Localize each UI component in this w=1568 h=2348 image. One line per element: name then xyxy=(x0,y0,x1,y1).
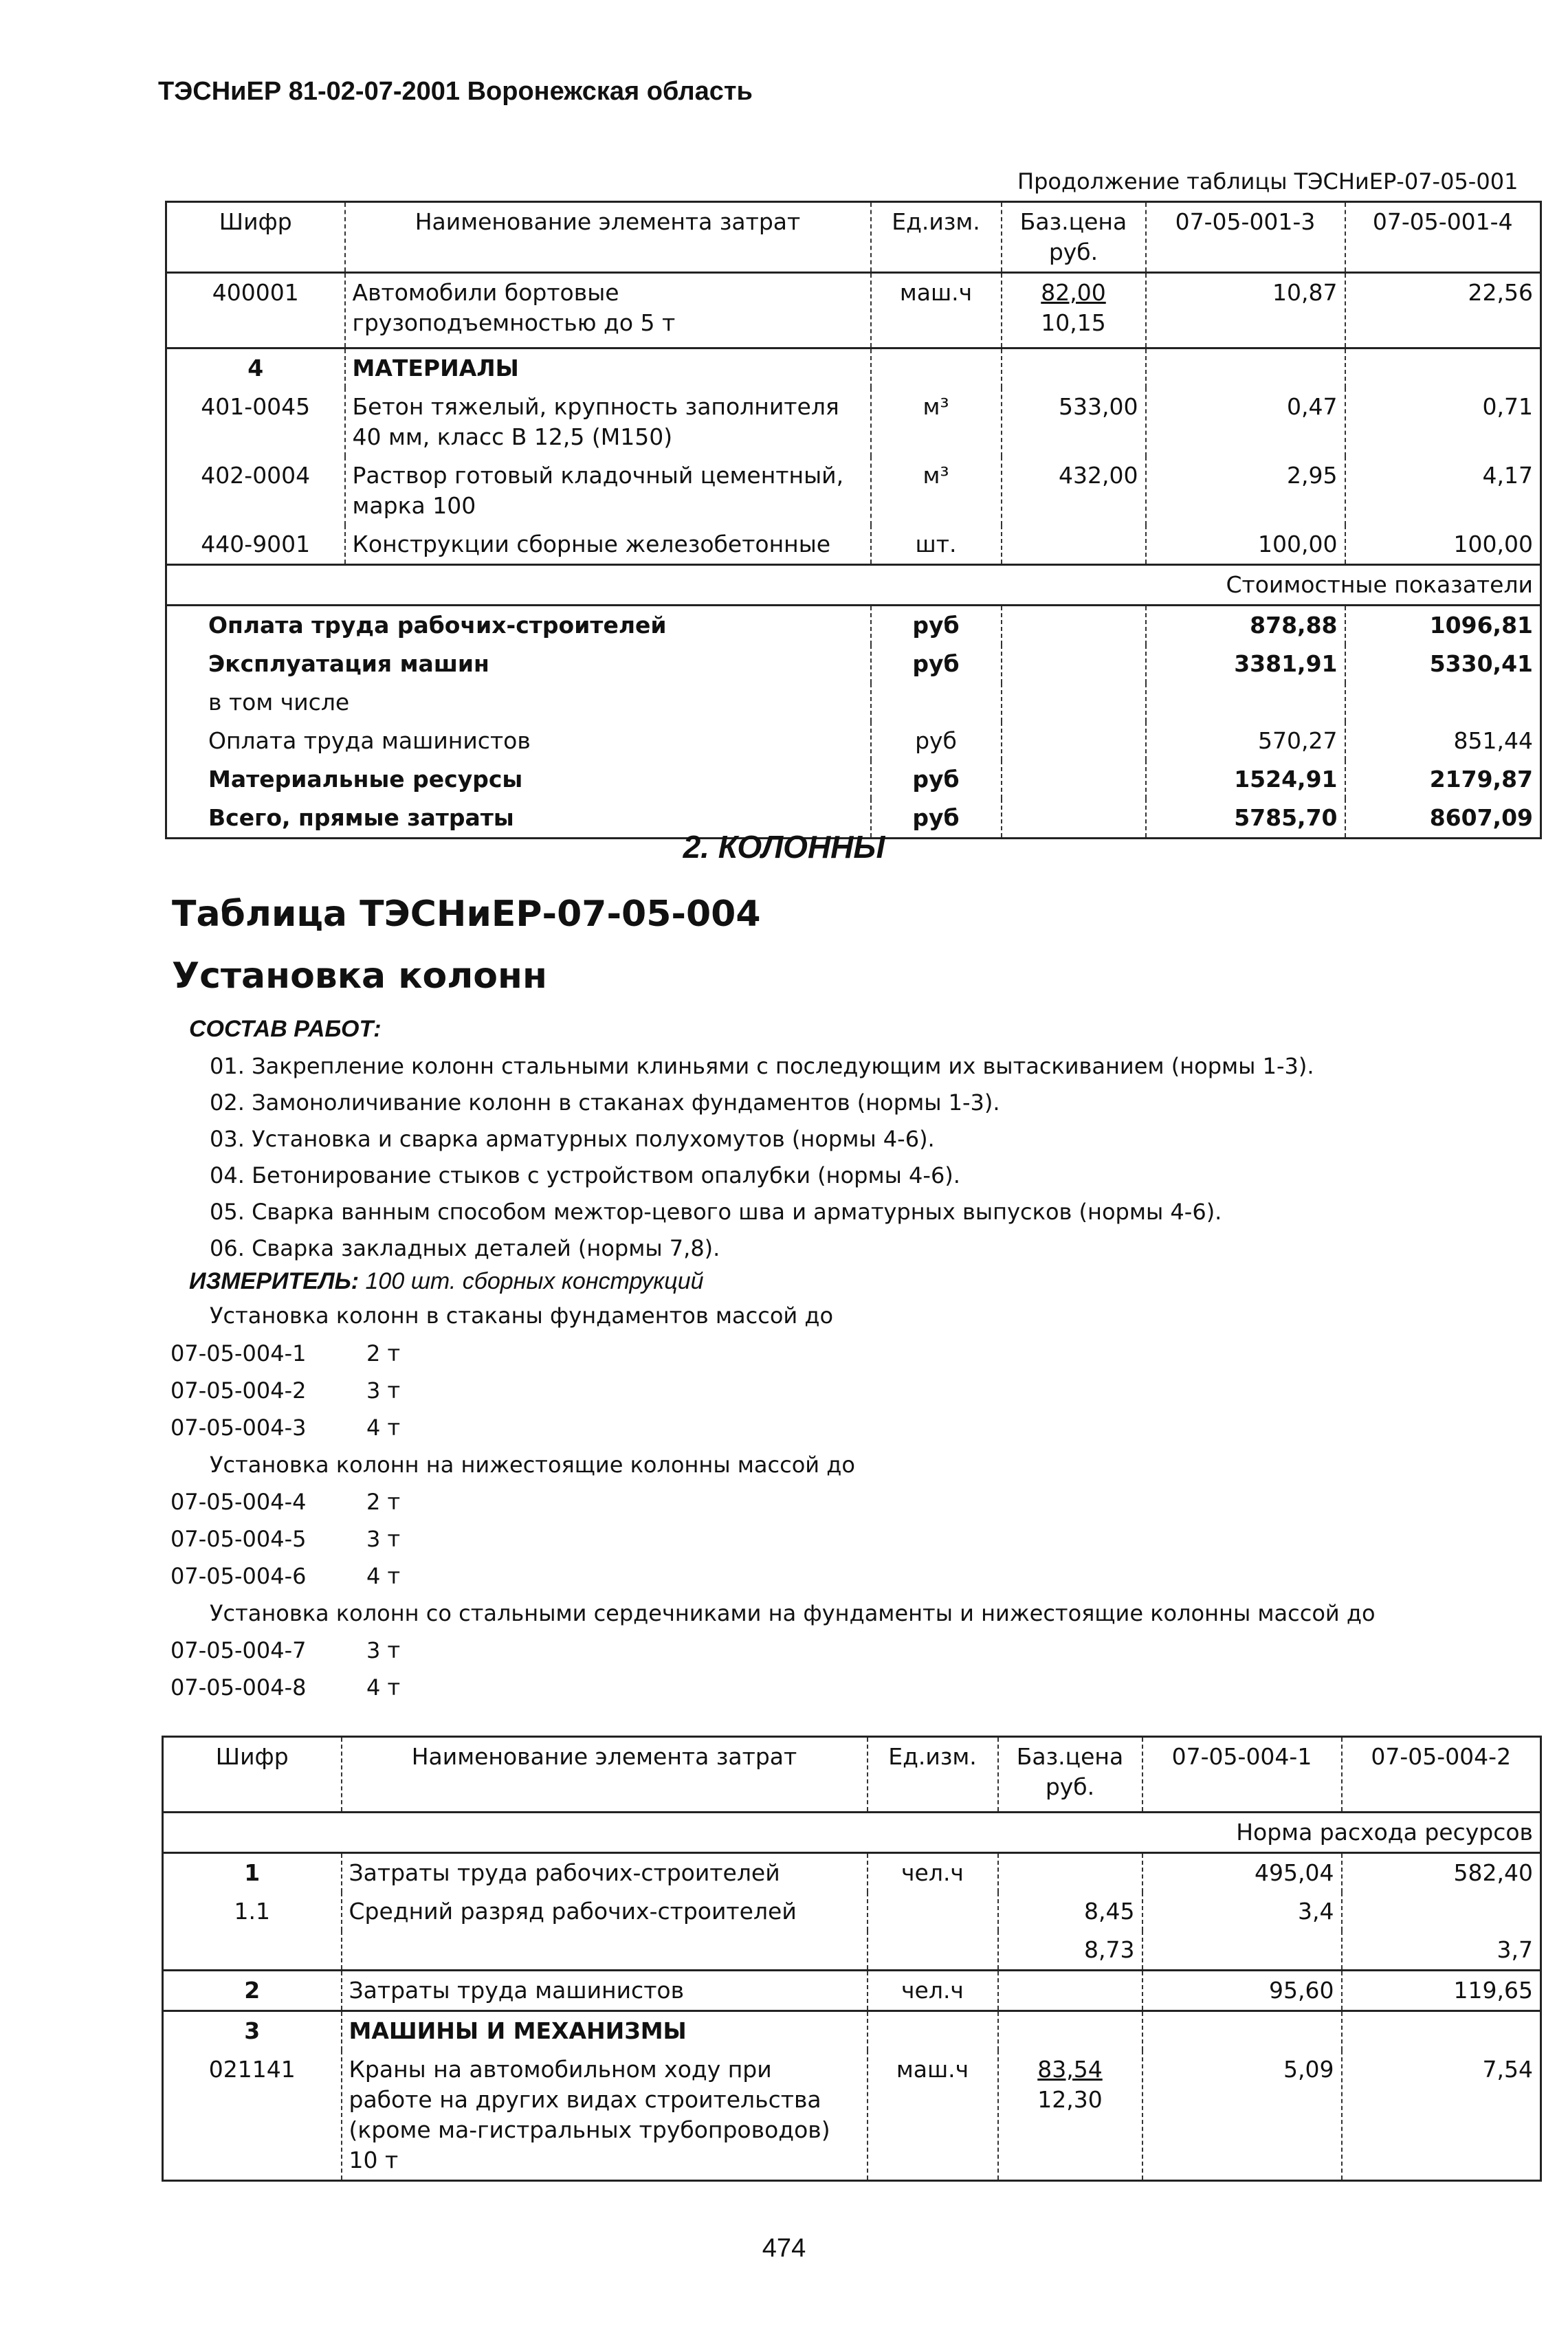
row-name: Бетон тяжелый, крупность заполнителя 40 мм, класс В 12,5 (М150) xyxy=(345,388,871,456)
summary-value-1: 570,27 xyxy=(1146,722,1345,760)
row-price xyxy=(998,1853,1142,1893)
table-row xyxy=(166,348,1541,388)
summary-value-2 xyxy=(1345,683,1541,722)
row-code: 1.1 xyxy=(234,1898,270,1925)
summary-unit: руб xyxy=(871,760,1002,799)
header-col2: 07-05-001-4 xyxy=(1345,202,1541,273)
row-price: 8,73 xyxy=(998,1931,1142,1971)
norm-code: 07-05-004-8 xyxy=(170,1674,307,1701)
summary-name: Оплата труда машинистов xyxy=(208,727,531,754)
row-name: Затраты труда рабочих-строителей xyxy=(342,1853,868,1893)
row-code: 3 xyxy=(244,2017,261,2044)
header-code: Шифр xyxy=(215,1743,289,1770)
table-row xyxy=(163,1971,1541,2011)
cost-indicators-row xyxy=(166,565,1541,606)
section-title: 2. КОЛОННЫ xyxy=(683,829,885,865)
header-name: Наименование элемента затрат xyxy=(342,1737,868,1813)
work-item: 06. Сварка закладных деталей (нормы 7,8). xyxy=(210,1235,720,1261)
norm-code: 07-05-004-2 xyxy=(170,1377,307,1404)
norm-group-title: Установка колонн на нижестоящие колонны массой до xyxy=(210,1452,855,1478)
summary-price xyxy=(1002,645,1146,683)
row-value-2: 22,56 xyxy=(1345,273,1541,348)
norm-code: 07-05-004-5 xyxy=(170,1526,307,1552)
summary-value-1 xyxy=(1146,683,1345,722)
row-unit xyxy=(868,2011,998,2051)
row-code: 4 xyxy=(247,355,264,381)
norm-code-line xyxy=(170,1563,401,1589)
row-name: МАШИНЫ И МЕХАНИЗМЫ xyxy=(342,2011,868,2051)
table-subtitle: Установка колонн xyxy=(172,955,547,997)
summary-unit: руб xyxy=(871,722,1002,760)
row-value-2: 582,40 xyxy=(1342,1853,1541,1893)
resource-table-07-05-001 xyxy=(165,201,1542,839)
norm-mass: 4 т xyxy=(366,1563,401,1589)
measurement-value: 100 шт. сборных конструкций xyxy=(365,1268,704,1294)
table-continuation-note: Продолжение таблицы ТЭСНиЕР-07-05-001 xyxy=(1017,168,1519,195)
price-secondary: 10,15 xyxy=(1041,309,1106,336)
row-value-1: 100,00 xyxy=(1146,525,1345,565)
norm-mass: 4 т xyxy=(366,1415,401,1441)
row-name: Раствор готовый кладочный цементный, марка 100 xyxy=(345,456,871,525)
table-header-row xyxy=(163,1737,1541,1813)
summary-price xyxy=(1002,760,1146,799)
row-value-2: 4,17 xyxy=(1345,456,1541,525)
row-unit xyxy=(868,1892,998,1931)
row-price xyxy=(1002,273,1146,348)
row-value-1 xyxy=(1146,348,1345,388)
summary-row xyxy=(166,683,1541,722)
norm-code: 07-05-004-1 xyxy=(170,1340,307,1366)
summary-value-2: 8607,09 xyxy=(1345,799,1541,839)
header-col2: 07-05-004-2 xyxy=(1342,1737,1541,1813)
norm-code-line xyxy=(170,1637,401,1663)
row-value-2 xyxy=(1342,2011,1541,2051)
norm-mass: 3 т xyxy=(366,1526,401,1552)
row-price xyxy=(1002,525,1146,565)
norm-mass: 4 т xyxy=(366,1674,401,1701)
row-value-2: 7,54 xyxy=(1342,2050,1541,2181)
norm-code-line xyxy=(170,1340,401,1366)
summary-unit: руб xyxy=(871,606,1002,645)
row-name: Конструкции сборные железобетонные xyxy=(345,525,871,565)
row-unit: м³ xyxy=(871,456,1002,525)
row-price: 533,00 xyxy=(1002,388,1146,456)
row-value-2 xyxy=(1345,348,1541,388)
row-value-2 xyxy=(1342,1892,1541,1931)
norm-code: 07-05-004-6 xyxy=(170,1563,307,1589)
table-header-row xyxy=(166,202,1541,273)
work-item: 03. Установка и сварка арматурных полухомутов (нормы 4-6). xyxy=(210,1126,935,1152)
norm-label-row xyxy=(163,1813,1541,1853)
header-col1: 07-05-004-1 xyxy=(1142,1737,1342,1813)
norm-consumption-label: Норма расхода ресурсов xyxy=(1236,1819,1533,1846)
resource-table-07-05-004 xyxy=(162,1736,1542,2182)
summary-price xyxy=(1002,722,1146,760)
row-value-1: 495,04 xyxy=(1142,1853,1342,1893)
header-unit: Ед.изм. xyxy=(871,202,1002,273)
summary-value-2: 5330,41 xyxy=(1345,645,1541,683)
work-item: 04. Бетонирование стыков с устройством опалубки (нормы 4-6). xyxy=(210,1162,960,1188)
row-price xyxy=(1002,348,1146,388)
row-code: 400001 xyxy=(212,279,299,306)
work-item: 01. Закрепление колонн стальными клиньями с последующим их вытаскиванием (нормы 1-3). xyxy=(210,1053,1314,1079)
norm-code: 07-05-004-3 xyxy=(170,1415,307,1441)
row-value-1: 5,09 xyxy=(1142,2050,1342,2181)
row-unit xyxy=(871,348,1002,388)
header-price: Баз.цена руб. xyxy=(998,1737,1142,1813)
row-value-1 xyxy=(1142,1931,1342,1971)
table-row xyxy=(166,525,1541,565)
summary-value-1: 878,88 xyxy=(1146,606,1345,645)
summary-name: Оплата труда рабочих-строителей xyxy=(208,612,667,639)
row-name: Средний разряд рабочих-строителей xyxy=(342,1892,868,1931)
summary-value-2: 2179,87 xyxy=(1345,760,1541,799)
norm-code: 07-05-004-7 xyxy=(170,1637,307,1663)
summary-row xyxy=(166,760,1541,799)
price-secondary: 12,30 xyxy=(1037,2086,1103,2113)
summary-unit: руб xyxy=(871,799,1002,839)
table-row xyxy=(163,1853,1541,1893)
row-unit: маш.ч xyxy=(868,2050,998,2181)
table-row xyxy=(166,273,1541,348)
summary-name: Эксплуатация машин xyxy=(208,650,489,677)
table-row xyxy=(163,2011,1541,2051)
header-price: Баз.цена руб. xyxy=(1002,202,1146,273)
summary-value-1: 5785,70 xyxy=(1146,799,1345,839)
row-code: 021141 xyxy=(208,2056,296,2083)
row-price xyxy=(998,2050,1142,2181)
norm-code-line xyxy=(170,1377,401,1404)
norm-group-title: Установка колонн в стаканы фундаментов массой до xyxy=(210,1303,834,1329)
row-unit: чел.ч xyxy=(868,1853,998,1893)
row-value-2: 119,65 xyxy=(1342,1971,1541,2011)
row-name xyxy=(342,1931,868,1971)
summary-value-1: 3381,91 xyxy=(1146,645,1345,683)
row-unit: шт. xyxy=(871,525,1002,565)
row-value-1 xyxy=(1142,2011,1342,2051)
norm-mass: 2 т xyxy=(366,1340,401,1366)
header-unit: Ед.изм. xyxy=(868,1737,998,1813)
summary-unit: руб xyxy=(871,645,1002,683)
row-price xyxy=(998,2011,1142,2051)
row-code: 2 xyxy=(244,1977,261,2004)
norm-mass: 3 т xyxy=(366,1637,401,1663)
summary-row xyxy=(166,645,1541,683)
row-value-2: 3,7 xyxy=(1342,1931,1541,1971)
row-value-1: 2,95 xyxy=(1146,456,1345,525)
row-code: 1 xyxy=(244,1859,261,1886)
norm-code-line xyxy=(170,1674,401,1701)
row-unit xyxy=(868,1931,998,1971)
row-value-1: 10,87 xyxy=(1146,273,1345,348)
summary-value-1: 1524,91 xyxy=(1146,760,1345,799)
row-unit: маш.ч xyxy=(871,273,1002,348)
row-code xyxy=(163,1931,342,1971)
row-value-1: 3,4 xyxy=(1142,1892,1342,1931)
cost-indicators-label: Стоимостные показатели xyxy=(1226,571,1533,598)
row-name: Затраты труда машинистов xyxy=(342,1971,868,2011)
summary-name: Всего, прямые затраты xyxy=(208,804,514,831)
document-header: ТЭСНиЕР 81-02-07-2001 Воронежская область xyxy=(158,77,753,106)
header-code: Шифр xyxy=(219,208,292,235)
row-price xyxy=(998,1971,1142,2011)
row-name: Автомобили бортовые грузоподъемностью до 5 т xyxy=(345,273,871,348)
table-row xyxy=(166,388,1541,456)
row-value-1: 0,47 xyxy=(1146,388,1345,456)
page-number: 474 xyxy=(762,2234,806,2263)
summary-price xyxy=(1002,683,1146,722)
row-value-2: 0,71 xyxy=(1345,388,1541,456)
norm-code-line xyxy=(170,1415,401,1441)
row-unit: м³ xyxy=(871,388,1002,456)
table-row xyxy=(163,1892,1541,1931)
row-unit: чел.ч xyxy=(868,1971,998,2011)
row-name: МАТЕРИАЛЫ xyxy=(345,348,871,388)
price-main: 83,54 xyxy=(1037,2056,1103,2083)
row-price: 8,45 xyxy=(998,1892,1142,1931)
table-row xyxy=(163,2050,1541,2181)
table-row xyxy=(163,1931,1541,1971)
norm-code-line xyxy=(170,1489,401,1515)
works-composition-label: СОСТАВ РАБОТ: xyxy=(189,1016,382,1042)
table-row xyxy=(166,456,1541,525)
row-price: 432,00 xyxy=(1002,456,1146,525)
work-item: 05. Сварка ванным способом межтор-цевого шва и арматурных выпусков (нормы 4-6). xyxy=(210,1199,1222,1225)
measurement-unit xyxy=(189,1268,704,1295)
table-title: Таблица ТЭСНиЕР-07-05-004 xyxy=(172,894,761,935)
price-main: 82,00 xyxy=(1041,279,1106,306)
summary-price xyxy=(1002,606,1146,645)
work-item: 02. Замоноличивание колонн в стаканах фундаментов (нормы 1-3). xyxy=(210,1089,1000,1116)
norm-code: 07-05-004-4 xyxy=(170,1489,307,1515)
header-col1: 07-05-001-3 xyxy=(1146,202,1345,273)
summary-unit xyxy=(871,683,1002,722)
row-value-1: 95,60 xyxy=(1142,1971,1342,2011)
row-code: 402-0004 xyxy=(201,462,311,489)
norm-mass: 2 т xyxy=(366,1489,401,1515)
summary-value-2: 1096,81 xyxy=(1345,606,1541,645)
measurement-label: ИЗМЕРИТЕЛЬ: xyxy=(189,1268,360,1294)
row-value-2: 100,00 xyxy=(1345,525,1541,565)
summary-value-2: 851,44 xyxy=(1345,722,1541,760)
summary-row xyxy=(166,722,1541,760)
norm-group-title: Установка колонн со стальными сердечниками на фундаменты и нижестоящие колонны массой до xyxy=(210,1600,1376,1626)
summary-name: Материальные ресурсы xyxy=(208,766,523,793)
header-name: Наименование элемента затрат xyxy=(345,202,871,273)
summary-name: в том числе xyxy=(208,689,350,716)
norm-code-line xyxy=(170,1526,401,1552)
row-name: Краны на автомобильном ходу при работе на других видах строительства (кроме ма-гистральных трубопроводов) 10 т xyxy=(342,2050,868,2181)
row-code: 440-9001 xyxy=(201,531,311,557)
row-code: 401-0045 xyxy=(201,393,311,420)
summary-row xyxy=(166,606,1541,645)
norm-mass: 3 т xyxy=(366,1377,401,1404)
